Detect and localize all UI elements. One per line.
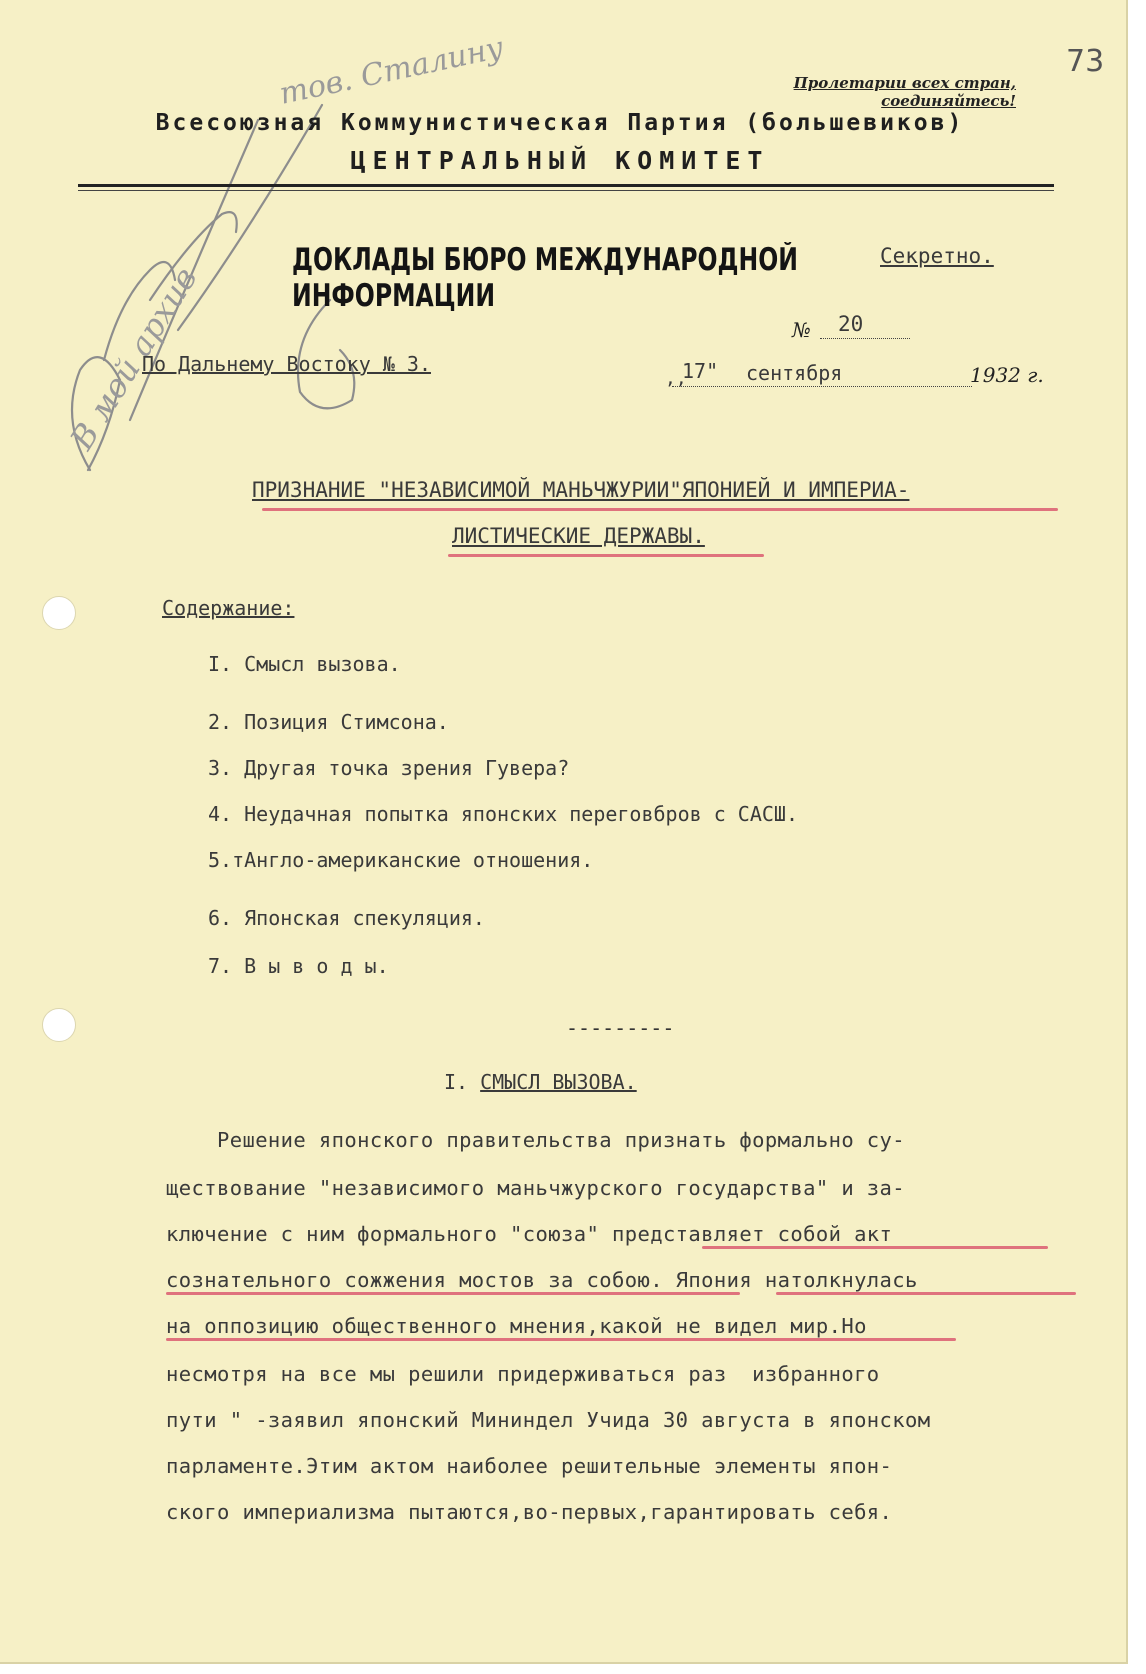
- date-month: сентября: [746, 361, 843, 385]
- red-pencil-underline: [776, 1292, 1076, 1295]
- red-pencil-underline: [166, 1338, 956, 1341]
- body-line: Решение японского правительства признать формально су-: [166, 1128, 906, 1152]
- toc-item: 3. Другая точка зрения Гувера?: [208, 756, 570, 780]
- body-line: ществование "независимого маньчжурского государства" и за-: [166, 1176, 906, 1200]
- contents-heading: Содержание:: [162, 596, 295, 620]
- red-pencil-underline: [166, 1292, 740, 1295]
- document-number: 20: [838, 312, 864, 336]
- number-dotted-line: [820, 338, 910, 339]
- toc-item: 2. Позиция Стимсона.: [208, 710, 449, 734]
- toc-item: 6. Японская спекуляция.: [208, 906, 485, 930]
- committee-name: ЦЕНТРАЛЬНЫЙ КОМИТЕТ: [350, 146, 770, 175]
- red-pencil-underline: [262, 508, 1058, 511]
- region-line: По Дальнему Востоку № 3.: [142, 352, 431, 376]
- section-number: I.: [444, 1070, 469, 1094]
- page-number: 73: [1066, 44, 1105, 79]
- body-line: сознательного сожжения мостов за собою. Япония натолкнулась: [166, 1268, 918, 1292]
- header-rule: [78, 184, 1054, 187]
- top-handwritten-note: тов. Сталину: [276, 30, 507, 112]
- section-separator: ---------: [566, 1016, 675, 1040]
- section-heading: [444, 1070, 637, 1094]
- body-line: парламенте.Этим актом наиболее решительные элементы япон-: [166, 1454, 893, 1478]
- report-title-line-1: ПРИЗНАНИЕ "НЕЗАВИСИМОЙ МАНЬЧЖУРИИ"ЯПОНИЕЙ И ИМПЕРИА-: [252, 478, 910, 502]
- body-line: несмотря на все мы решили придерживаться раз избранного: [166, 1362, 880, 1386]
- series-title: ДОКЛАДЫ БЮРО МЕЖДУНАРОДНОЙ ИНФОРМАЦИИ: [292, 242, 799, 314]
- body-line: пути " -заявил японский Мининдел Учида 30 августа в японском: [166, 1408, 931, 1432]
- party-name: Всесоюзная Коммунистическая Партия (большевиков): [155, 110, 965, 136]
- body-line: на оппозицию общественного мнения,какой не видел мир.Но: [166, 1314, 867, 1338]
- toc-item: 4. Неудачная попытка японских переговбров с САСШ.: [208, 802, 799, 826]
- report-title-line-2: ЛИСТИЧЕСКИЕ ДЕРЖАВЫ.: [452, 524, 705, 548]
- date-day: 17": [682, 359, 719, 383]
- date-year: 1932 г.: [970, 363, 1044, 387]
- number-label: №: [792, 318, 811, 342]
- section-title: СМЫСЛ ВЫЗОВА.: [480, 1070, 637, 1094]
- slogan: Пролетарии всех стран, соединяйтесь!: [793, 74, 1016, 110]
- date-dotted-line: [672, 386, 972, 387]
- body-line: ключение с ним формального "союза" представляет собой акт: [166, 1222, 893, 1246]
- red-pencil-underline: [448, 554, 764, 557]
- classification-stamp: Секретно.: [880, 244, 994, 268]
- toc-item: 5.тАнгло-американские отношения.: [208, 848, 594, 872]
- date-quote: ,,: [665, 368, 687, 389]
- toc-item: I. Смысл вызова.: [208, 652, 401, 676]
- toc-item: 7. В ы в о д ы.: [208, 954, 389, 978]
- red-pencil-underline: [702, 1246, 1048, 1249]
- header-rule-thin: [78, 190, 1054, 191]
- body-line: ского империализма пытаются,во-первых,гарантировать себя.: [166, 1500, 893, 1524]
- margin-handwritten-note: В мой архив: [62, 260, 205, 457]
